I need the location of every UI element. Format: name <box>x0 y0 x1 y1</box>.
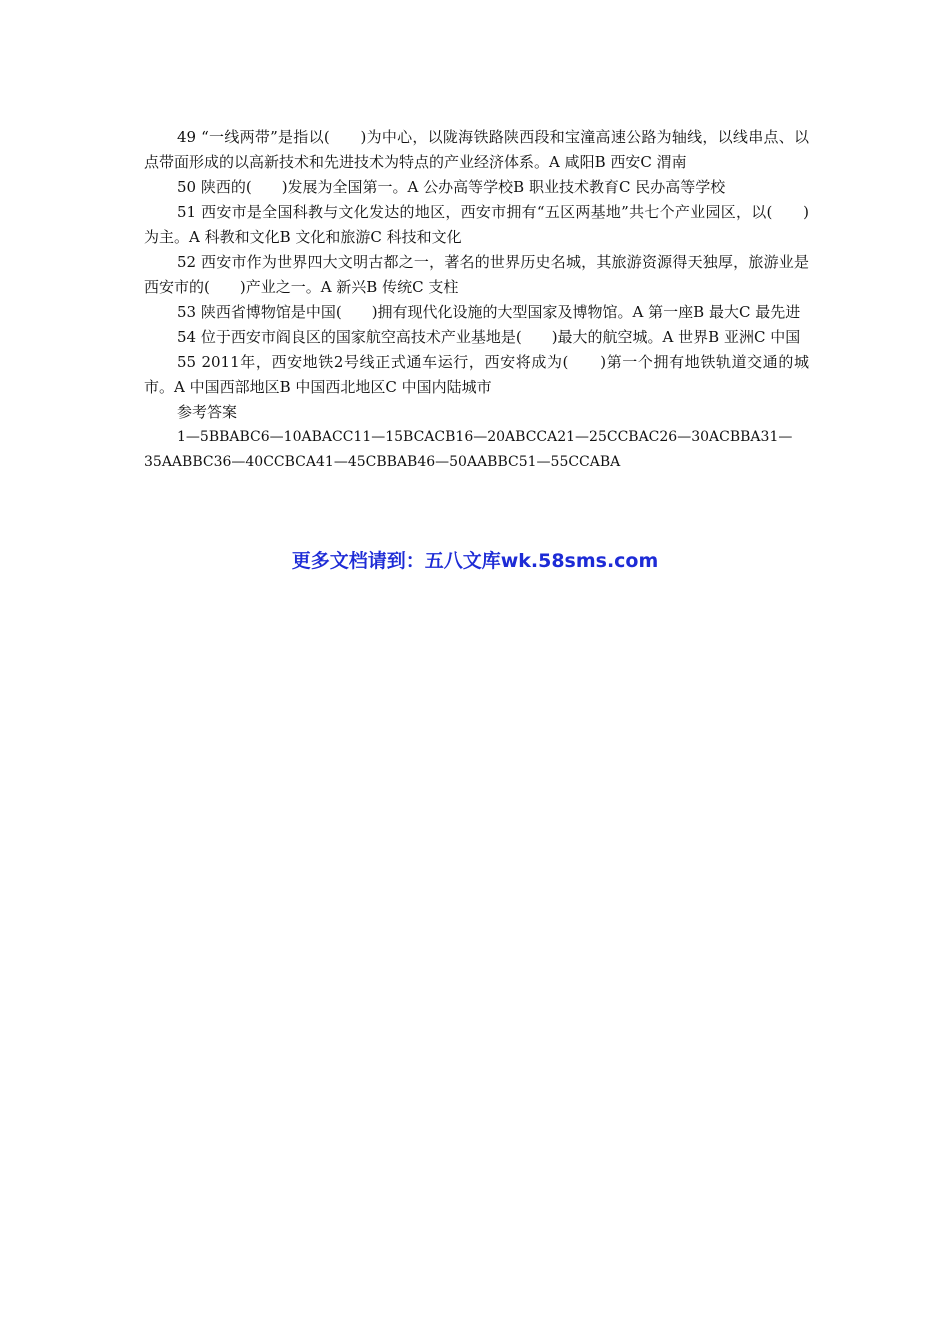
question-53: 53 陕西省博物馆是中国( )拥有现代化设施的大型国家及博物馆。A 第一座B 最大C 最先进 <box>177 303 801 321</box>
answers-line-1: 1—5BBABC6—10ABACC11—15BCACB16—20ABCCA21—25CCBAC26—30ACBBA31— <box>177 429 793 445</box>
question-51: 51 西安市是全国科教与文化发达的地区，西安市拥有“五区两基地”共七个产业园区，以( )为主。A 科教和文化B 文化和旅游C 科技和文化 <box>144 203 809 246</box>
answers-heading: 参考答案 <box>177 403 238 421</box>
question-55: 55 2011年，西安地铁2号线正式通车运行，西安将成为( )第一个拥有地铁轨道交通的城市。A 中国西部地区B 中国西北地区C 中国内陆城市 <box>144 353 809 396</box>
document-body <box>144 125 809 475</box>
question-49: 49 “一线两带”是指以( )为中心，以陇海铁路陕西段和宝潼高速公路为轴线，以线串点、以点带面形成的以高新技术和先进技术为特点的产业经济体系。A 咸阳B 西安C 渭南 <box>144 128 809 171</box>
question-50: 50 陕西的( )发展为全国第一。A 公办高等学校B 职业技术教育C 民办高等学校 <box>177 178 726 196</box>
footer-website-link[interactable]: 更多文档请到：五八文库wk.58sms.com <box>291 550 659 572</box>
question-52: 52 西安市作为世界四大文明古都之一，著名的世界历史名城，其旅游资源得天独厚，旅游业是西安市的( )产业之一。A 新兴B 传统C 支柱 <box>144 253 809 296</box>
answers-line-2: 35AABBC36—40CCBCA41—45CBBAB46—50AABBC51—55CCABA <box>144 454 621 470</box>
question-54: 54 位于西安市阎良区的国家航空高技术产业基地是( )最大的航空城。A 世界B 亚洲C 中国 <box>177 328 801 346</box>
